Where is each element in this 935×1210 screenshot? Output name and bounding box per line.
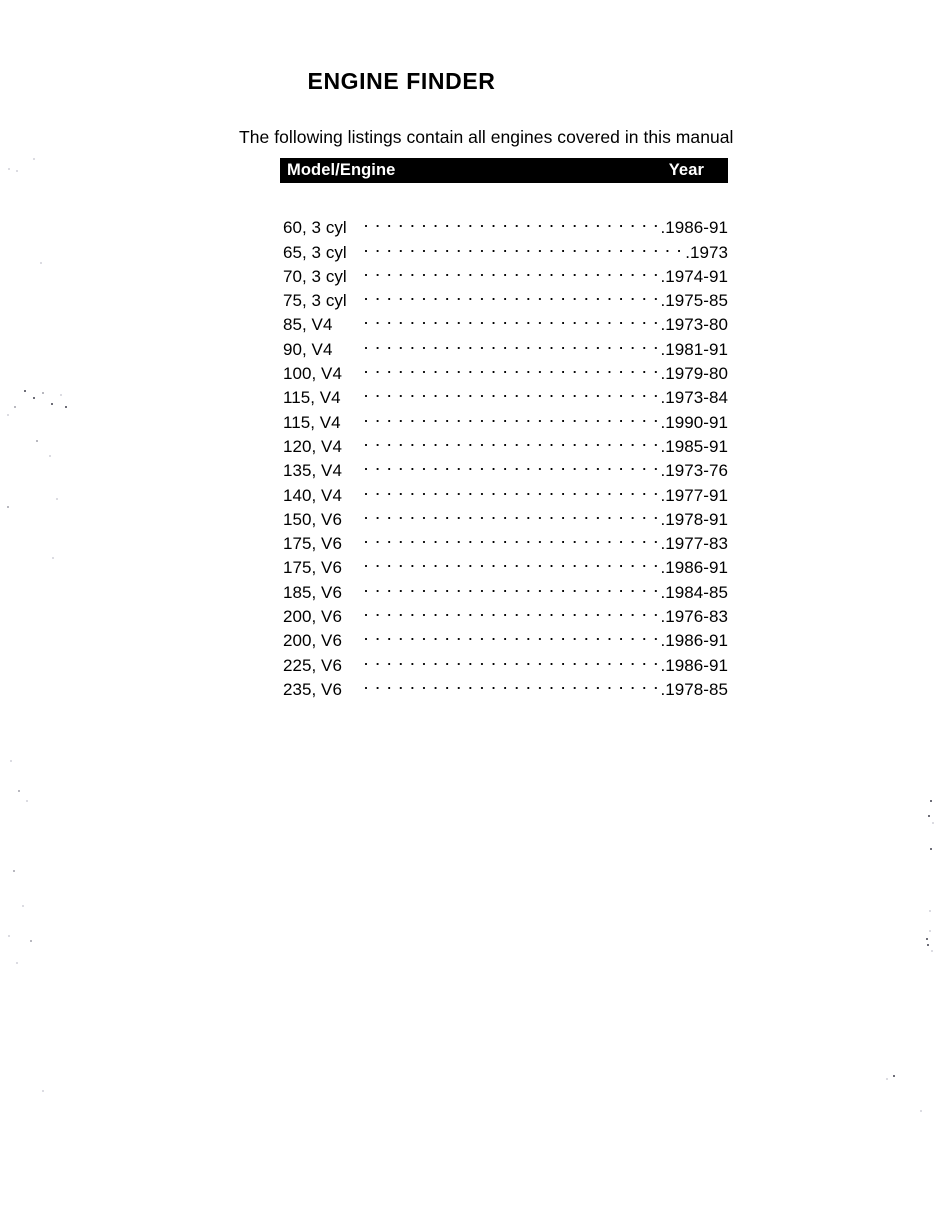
engine-year-value: . 1984-85 bbox=[659, 581, 728, 605]
dot-leader bbox=[365, 452, 659, 476]
table-body bbox=[280, 209, 728, 699]
table-header-row bbox=[280, 158, 728, 183]
dot-leader bbox=[365, 549, 659, 573]
column-header-year: Year bbox=[668, 161, 704, 179]
engine-year-value: . 1973-84 bbox=[659, 386, 728, 410]
engine-year-value: . 1973-76 bbox=[659, 459, 728, 483]
engine-model-label: 60, 3 cyl bbox=[283, 218, 347, 238]
engine-year-value: . 1979-80 bbox=[659, 362, 728, 386]
table-row bbox=[280, 646, 728, 675]
engine-model-label: 85, V4 bbox=[283, 315, 333, 335]
engine-model-label: 75, 3 cyl bbox=[283, 291, 347, 311]
table-row bbox=[280, 452, 728, 481]
dot-leader bbox=[365, 282, 659, 306]
dot-leader bbox=[365, 306, 659, 330]
engine-model-label: 175, V6 bbox=[283, 534, 342, 554]
engine-model-label: 200, V6 bbox=[283, 631, 342, 651]
engine-year-value: . 1978-85 bbox=[659, 678, 728, 702]
table-row bbox=[280, 306, 728, 335]
engine-year-value: . 1978-91 bbox=[659, 508, 728, 532]
engine-model-label: 120, V4 bbox=[283, 436, 342, 456]
dot-leader bbox=[365, 403, 659, 427]
dot-leader bbox=[365, 330, 659, 354]
engine-year-value: . 1973-80 bbox=[659, 313, 728, 337]
engine-year-value: . 1986-91 bbox=[659, 629, 728, 653]
table-row bbox=[280, 282, 728, 311]
table-row bbox=[280, 671, 728, 699]
column-header-model-engine: Model/Engine bbox=[287, 161, 396, 179]
table-row bbox=[280, 379, 728, 408]
table-row bbox=[280, 573, 728, 602]
engine-model-label: 100, V4 bbox=[283, 364, 342, 384]
engine-model-label: 235, V6 bbox=[283, 679, 342, 699]
table-row bbox=[280, 549, 728, 578]
dot-leader bbox=[365, 501, 659, 525]
table-row bbox=[280, 258, 728, 286]
engine-model-label: 140, V4 bbox=[283, 485, 342, 505]
engine-model-label: 70, 3 cyl bbox=[283, 266, 347, 286]
engine-model-label: 135, V4 bbox=[283, 461, 342, 481]
page-title: ENGINE FINDER bbox=[307, 68, 496, 95]
dot-leader bbox=[365, 573, 659, 597]
table-row bbox=[280, 330, 728, 359]
engine-model-label: 115, V4 bbox=[283, 388, 341, 408]
engine-model-label: 115, V4 bbox=[283, 412, 341, 432]
dot-leader bbox=[365, 476, 659, 500]
engine-year-value: . 1985-91 bbox=[659, 435, 728, 459]
engine-finder-table bbox=[280, 158, 728, 699]
engine-year-value: . 1974-91 bbox=[659, 265, 728, 289]
engine-year-value: . 1977-83 bbox=[659, 532, 728, 556]
table-row bbox=[280, 233, 728, 262]
dot-leader bbox=[365, 233, 684, 257]
dot-leader bbox=[365, 525, 659, 549]
table-row bbox=[280, 525, 728, 554]
dot-leader bbox=[365, 209, 659, 233]
engine-year-value: . 1981-91 bbox=[659, 338, 728, 362]
dot-leader bbox=[365, 646, 659, 670]
table-row bbox=[280, 476, 728, 505]
page-subtitle: The following listings contain all engines covered in this manual bbox=[239, 126, 734, 147]
dot-leader bbox=[365, 671, 659, 695]
table-row bbox=[280, 428, 728, 456]
engine-year-value: . 1986-91 bbox=[659, 556, 728, 580]
engine-model-label: 90, V4 bbox=[283, 339, 333, 359]
engine-year-value: . 1973 bbox=[684, 241, 728, 265]
dot-leader bbox=[365, 258, 659, 282]
dot-leader bbox=[365, 598, 659, 622]
engine-year-value: . 1975-85 bbox=[659, 289, 728, 313]
dot-leader bbox=[365, 622, 659, 646]
table-row bbox=[280, 355, 728, 384]
table-row bbox=[280, 622, 728, 651]
dot-leader bbox=[365, 379, 659, 403]
engine-year-value: . 1986-91 bbox=[659, 654, 728, 678]
engine-year-value: . 1986-91 bbox=[659, 216, 728, 240]
table-row bbox=[280, 598, 728, 627]
dot-leader bbox=[365, 355, 659, 379]
table-row bbox=[280, 209, 728, 238]
engine-model-label: 175, V6 bbox=[283, 558, 342, 578]
engine-year-value: . 1990-91 bbox=[659, 411, 728, 435]
engine-model-label: 150, V6 bbox=[283, 509, 342, 529]
engine-model-label: 65, 3 cyl bbox=[283, 242, 347, 262]
engine-model-label: 225, V6 bbox=[283, 655, 342, 675]
table-row bbox=[280, 501, 728, 529]
dot-leader bbox=[365, 428, 659, 452]
engine-model-label: 200, V6 bbox=[283, 607, 342, 627]
table-row bbox=[280, 403, 728, 432]
engine-year-value: . 1976-83 bbox=[659, 605, 728, 629]
engine-year-value: . 1977-91 bbox=[659, 484, 728, 508]
engine-model-label: 185, V6 bbox=[283, 582, 342, 602]
